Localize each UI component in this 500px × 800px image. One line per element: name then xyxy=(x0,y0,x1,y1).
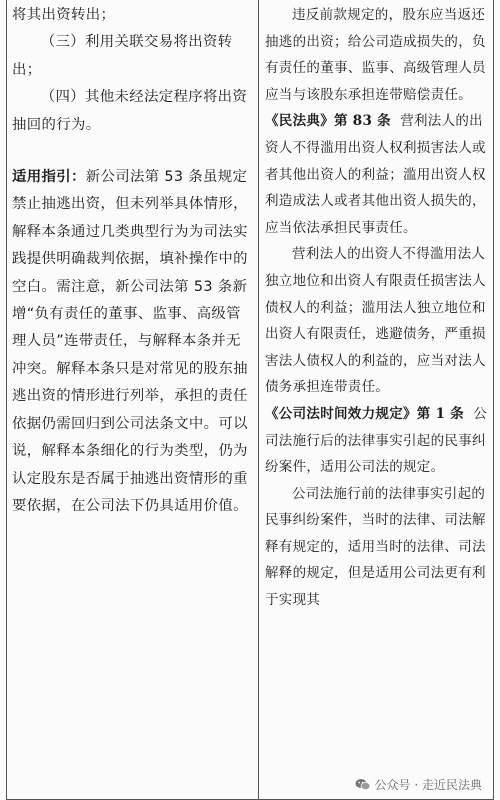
right-paragraph-3: 营利法人的出资人不得滥用法人独立地位和出资人有限责任损害法人债权人的利益；滥用法人独立地位和出资人有限责任，逃避债务，严重损害法人债权人的利益的，应当对法人债务承担连带责任。 xyxy=(265,246,486,396)
wechat-icon xyxy=(355,778,371,791)
time-effect-heading: 《公司法时间效力规定》第 1 条 xyxy=(265,405,465,422)
guide-text: 新公司法第 53 条虽规定禁止抽逃出资，但未列举具体情形，解释本条通过几类典型行为为司法实践提供明确裁判依据，填补操作中的空白。需注意，新公司法第 53 条新增“负有责任的董事、监事、高级管理人员”连带责任，与解释本条并无冲突。解释本条只是对常见的股东抽逃出资的情形进行列举，承担的责任依据仍需回归到公司法条文中。可以说，解释本条细化的行为类型，仍为认定股东是否属于抽逃出资情形的重要依据，在公司法下仍具适用价值。 xyxy=(12,169,248,514)
right-paragraph-1: 违反前款规定的，股东应当返还抽逃的出资；给公司造成损失的，负有责任的董事、监事、高级管理人员应当与该股东承担连带赔偿责任。 xyxy=(265,7,486,103)
table-border-right xyxy=(493,0,494,800)
left-paragraph-3: （四）其他未经法定程序将出资抽回的行为。 xyxy=(12,89,248,133)
left-column xyxy=(12,2,254,520)
civil-code-text: 营利法人的出资人不得滥用出资人权利损害法人或者其他出资人的利益；滥用出资人权利造成法人或者其他出资人损失的，应当依法承担民事责任。 xyxy=(265,113,486,236)
time-effect-text: 公司法施行后的法律事实引起的民事纠纷案件，适用公司法的规定。 xyxy=(265,405,488,476)
left-paragraph-2: （三）利用关联交易将出资转出； xyxy=(12,34,233,78)
right-paragraph-5: 公司法施行前的法律事实引起的民事纠纷案件，当时的法律、司法解释有规定的，适用当时的法律、司法解释的规定，但是适用公司法更有利于实现其 xyxy=(265,485,486,609)
paragraph-gap xyxy=(12,139,254,164)
left-paragraph-1: 将其出资转出； xyxy=(12,7,116,23)
guide-label: 适用指引： xyxy=(12,169,86,186)
watermark xyxy=(351,775,486,794)
application-guide xyxy=(12,164,254,520)
civil-code-heading: 《民法典》第 83 条 xyxy=(265,113,391,130)
table-border-left xyxy=(6,0,7,800)
table-column-divider xyxy=(258,0,259,800)
civil-code-article xyxy=(265,108,489,241)
right-column xyxy=(265,2,489,614)
time-effect-article xyxy=(265,401,489,481)
watermark-text: 公众号 · 走近民法典 xyxy=(374,778,482,792)
